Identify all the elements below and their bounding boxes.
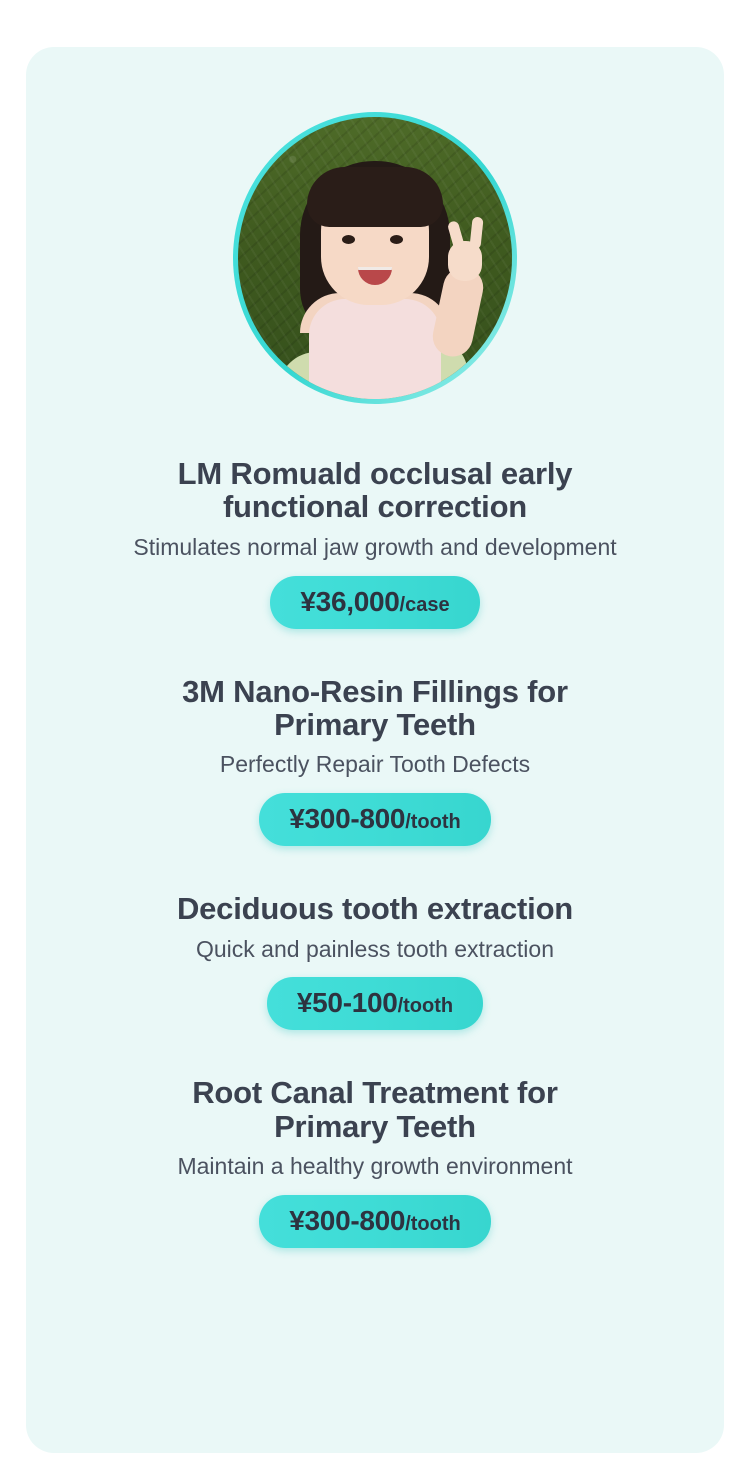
price-unit: /tooth xyxy=(397,995,454,1018)
price-value: ¥36,000 xyxy=(300,585,400,617)
price-value: ¥50-100 xyxy=(296,987,398,1019)
eye-left xyxy=(342,235,355,244)
service-subtitle: Quick and painless tooth extraction xyxy=(196,935,554,962)
list-item[interactable] xyxy=(26,675,724,847)
price-badge[interactable] xyxy=(270,576,479,629)
dress-shape xyxy=(309,299,441,399)
price-badge[interactable] xyxy=(259,793,490,846)
service-subtitle: Stimulates normal jaw growth and development xyxy=(133,533,617,560)
price-unit: /tooth xyxy=(405,1212,461,1235)
service-title: Deciduous tooth extraction xyxy=(176,891,574,927)
services-card xyxy=(26,47,724,1453)
price-badge[interactable] xyxy=(259,1195,490,1248)
eye-right xyxy=(390,235,403,244)
service-subtitle: Maintain a healthy growth environment xyxy=(177,1153,573,1180)
peace-finger-two xyxy=(469,217,483,250)
service-title: LM Romuald occlusal early functional correction xyxy=(177,456,573,525)
service-title: 3M Nano-Resin Fillings for Primary Teeth xyxy=(182,673,568,742)
service-subtitle: Perfectly Repair Tooth Defects xyxy=(219,751,531,778)
child-figure xyxy=(238,117,512,399)
price-value: ¥300-800 xyxy=(289,1204,406,1236)
price-unit: /tooth xyxy=(405,811,461,834)
service-list xyxy=(26,457,724,1248)
price-badge[interactable] xyxy=(267,977,483,1030)
list-item[interactable] xyxy=(26,1076,724,1248)
child-portrait-photo xyxy=(238,117,512,399)
list-item[interactable] xyxy=(26,892,724,1030)
fringe-shape xyxy=(307,167,443,227)
avatar xyxy=(233,112,517,404)
list-item[interactable] xyxy=(26,457,724,629)
price-value: ¥300-800 xyxy=(289,803,406,835)
price-unit: /case xyxy=(399,593,450,616)
service-title: Root Canal Treatment for Primary Teeth xyxy=(192,1075,558,1144)
